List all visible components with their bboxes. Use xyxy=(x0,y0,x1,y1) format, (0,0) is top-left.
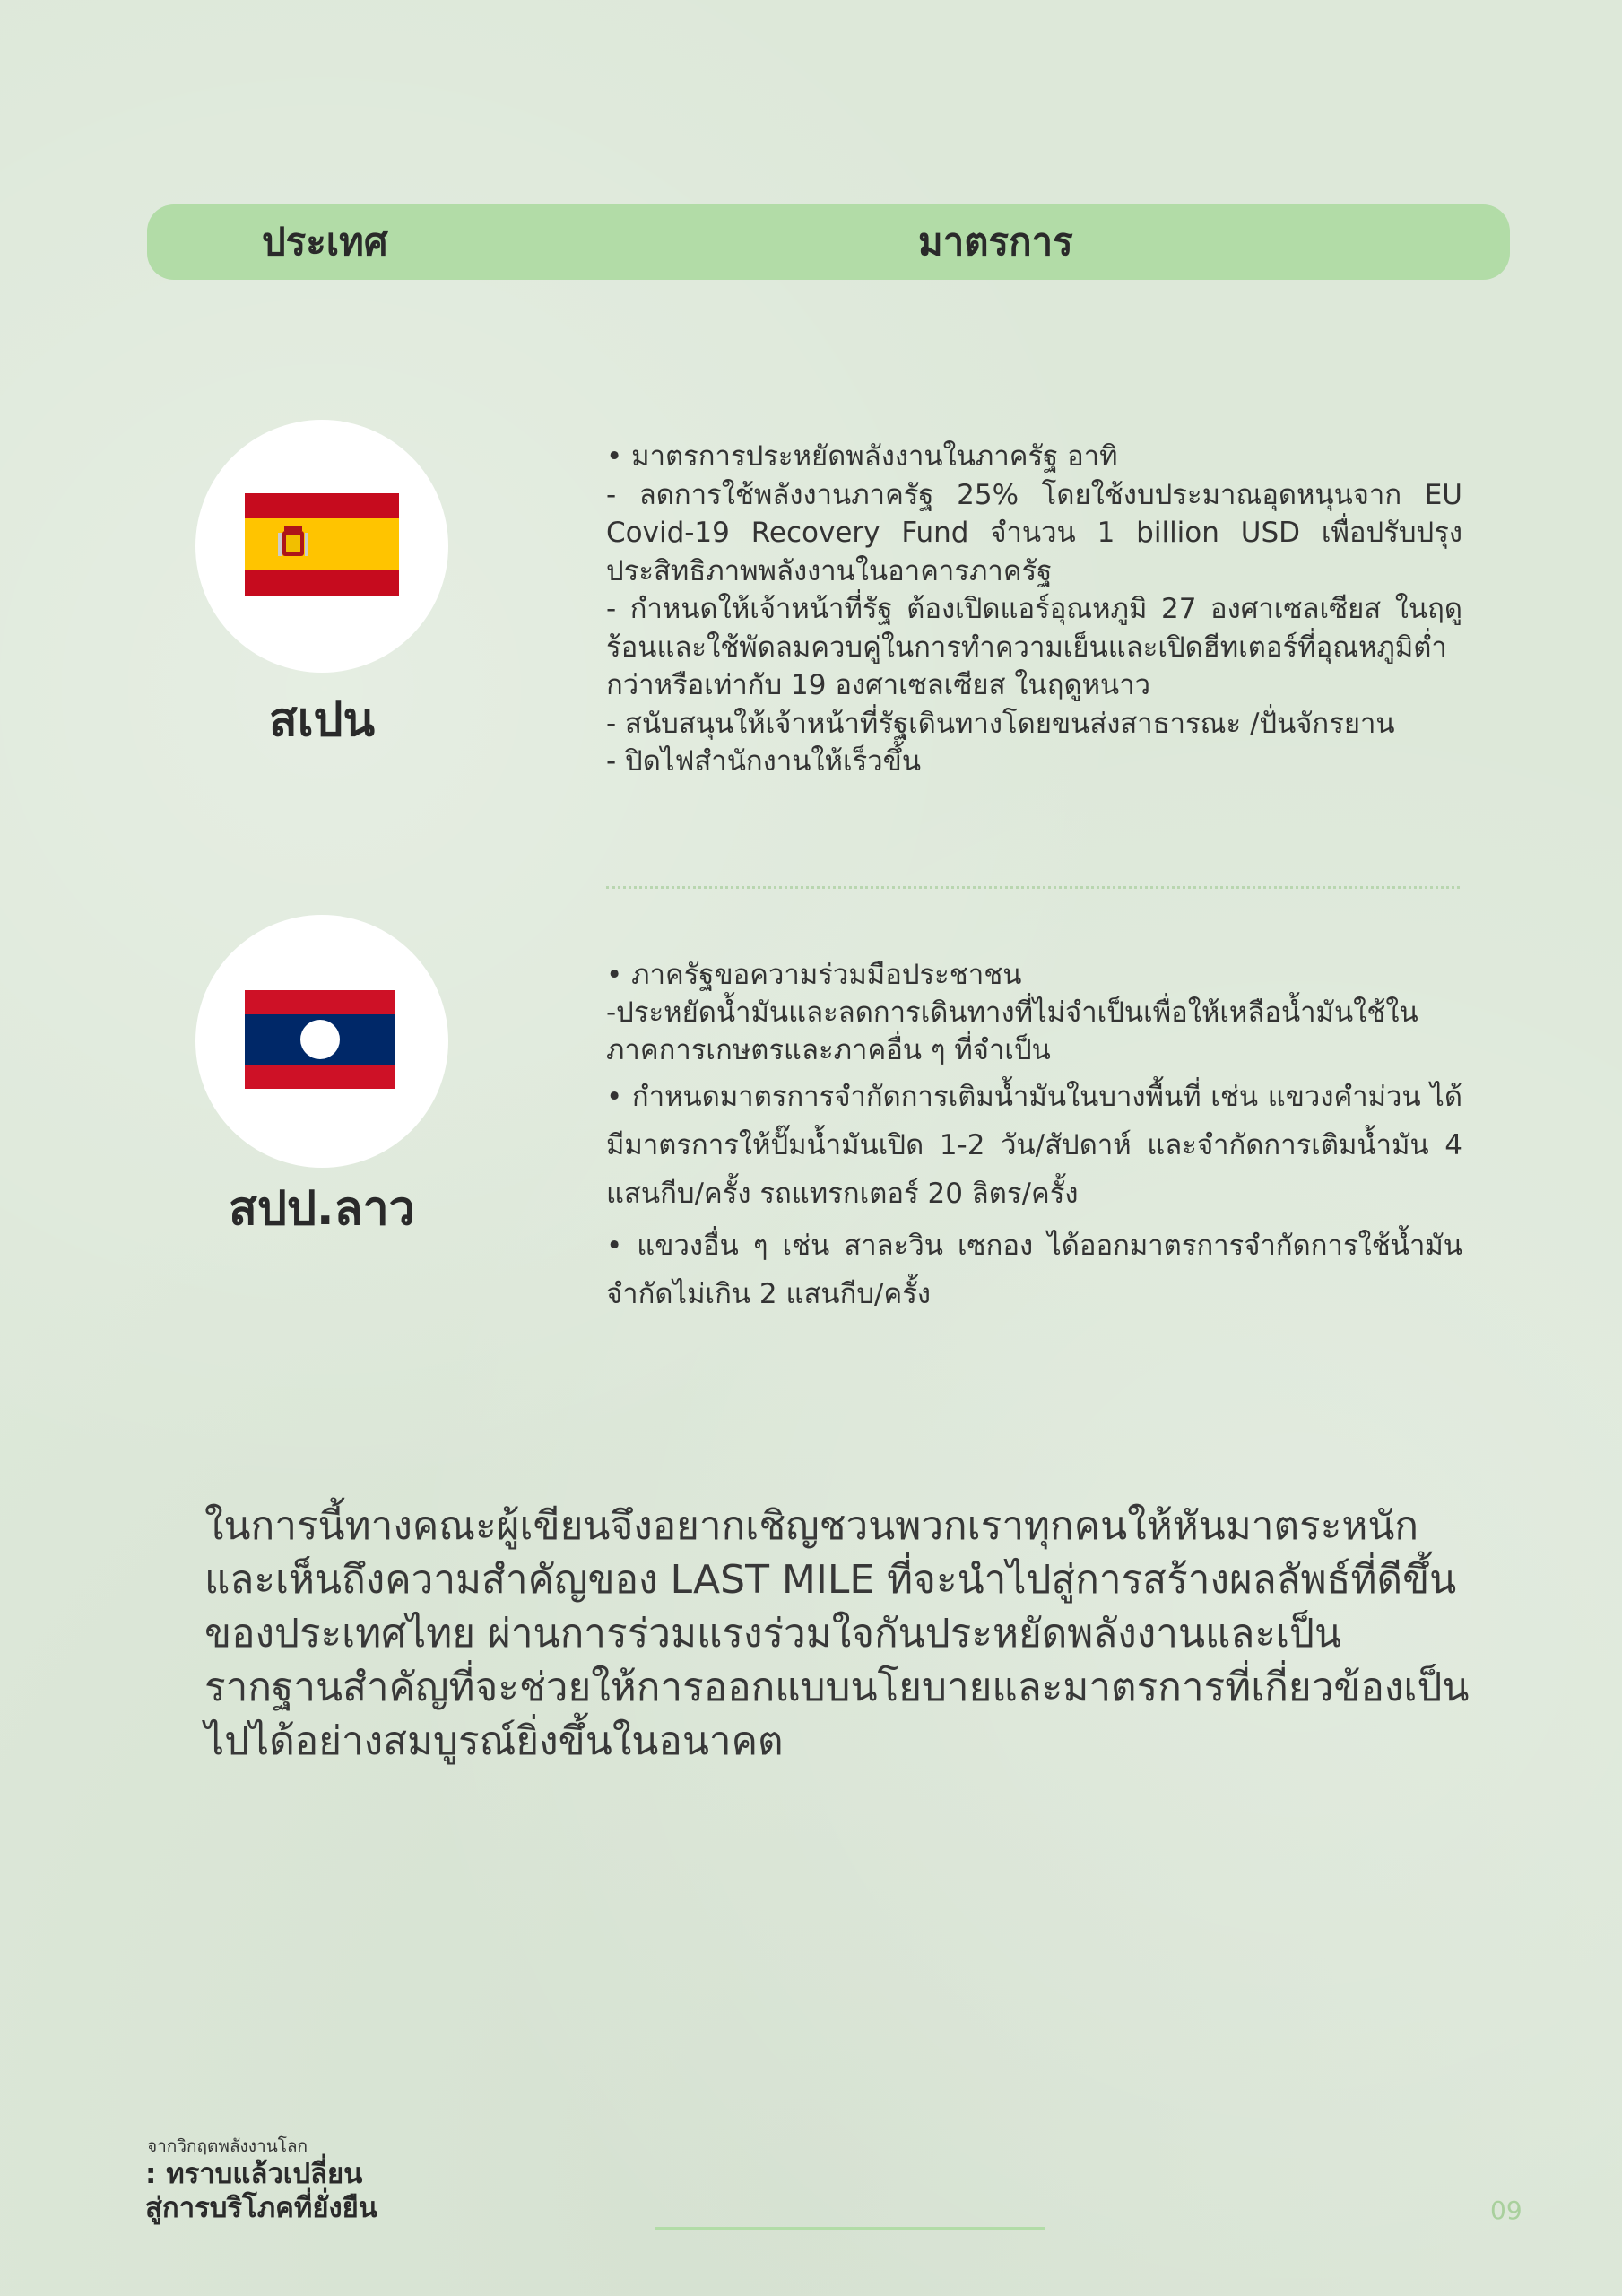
measure-line: - ปิดไฟสำนักงานให้เร็วขึ้น xyxy=(606,745,922,778)
page-number: 09 xyxy=(1490,2196,1522,2225)
footer-title-line1: : ทราบแล้วเปลี่ยน xyxy=(145,2158,363,2190)
table-header xyxy=(147,204,1510,280)
measure-line: • ภาครัฐขอความร่วมมือประชาชน xyxy=(606,959,1022,991)
conclusion-paragraph xyxy=(204,1500,1478,1769)
header-country: ประเทศ xyxy=(262,220,388,264)
footer-divider xyxy=(655,2227,1045,2230)
conclusion-text: ในการนี้ทางคณะผู้เขียนจึงอยากเชิญชวนพวกเราทุกคนให้หันมาตระหนักและเห็นถึงความสำคัญของ LAST MILE ที่จะนำไปสู่การสร้างผลลัพธ์ที่ดีขึ้นของประเทศไทย ผ่านการร่วมแรงร่วมใจกันประหยัดพลังงานและเป็นรากฐานสำคัญที่จะช่วยให้การออกแบบนโยบายและมาตรการที่เกี่ยวข้องเป็นไปได้อย่างสมบูรณ์ยิ่งขึ้นในอนาคต xyxy=(204,1503,1470,1764)
country-name-spain: สเปน xyxy=(268,693,376,747)
footer-subtitle: จากวิกฤตพลังงานโลก xyxy=(147,2136,308,2156)
footer-title xyxy=(145,2157,377,2225)
measures-laos xyxy=(606,956,1462,1318)
footer-title-line2: สู่การบริโภคที่ยั่งยืน xyxy=(145,2192,377,2224)
measures-spain xyxy=(606,438,1462,781)
measure-line: -ประหยัดน้ำมันและลดการเดินทางที่ไม่จำเป็นเพื่อให้เหลือน้ำมันใช้ในภาคการเกษตรและภาคอื่น ๆ ที่จำเป็น xyxy=(606,996,1418,1066)
measure-line: - สนับสนุนให้เจ้าหน้าที่รัฐเดินทางโดยขนส่งสาธารณะ /ปั่นจักรยาน xyxy=(606,707,1395,740)
spain-flag-icon xyxy=(245,493,399,596)
measure-line: • แขวงอื่น ๆ เช่น สาละวิน เซกอง ได้ออกมาตรการจำกัดการใช้น้ำมันจำกัดไม่เกิน 2 แสนกีบ/ครั้ง xyxy=(606,1230,1462,1310)
laos-flag-circle xyxy=(195,915,448,1168)
measure-line: • กำหนดมาตรการจำกัดการเติมน้ำมันในบางพื้นที่ เช่น แขวงคำม่วน ได้มีมาตรการให้ปั๊มน้ำมันเปิด 1-2 วัน/สัปดาห์ และจำกัดการเติมน้ำมัน 4 แสนกีบ/ครั้ง รถแทรกเตอร์ 20 ลิตร/ครั้ง xyxy=(606,1081,1462,1210)
measure-line: - กำหนดให้เจ้าหน้าที่รัฐ ต้องเปิดแอร์อุณหภูมิ 27 องศาเซลเซียส ในฤดูร้อนและใช้พัดลมควบคู่ในการทำความเย็นและเปิดฮีทเตอร์ที่อุณหภูมิต่ำกว่าหรือเท่ากับ 19 องศาเซลเซียส ในฤดูหนาว xyxy=(606,593,1462,701)
laos-flag-icon xyxy=(245,990,395,1089)
measure-line: • มาตรการประหยัดพลังงานในภาครัฐ อาทิ xyxy=(606,440,1118,473)
header-measures: มาตรการ xyxy=(918,220,1073,264)
country-name-laos: สปป.ลาว xyxy=(229,1182,415,1236)
measure-line: - ลดการใช้พลังงานภาครัฐ 25% โดยใช้งบประมาณอุดหนุนจาก EU Covid-19 Recovery Fund จำนวน 1 billion USD เพื่อปรับปรุงประสิทธิภาพพลังงานในอาคารภาครัฐ xyxy=(606,478,1462,587)
spain-flag-circle xyxy=(195,420,448,673)
row-divider xyxy=(606,886,1460,889)
